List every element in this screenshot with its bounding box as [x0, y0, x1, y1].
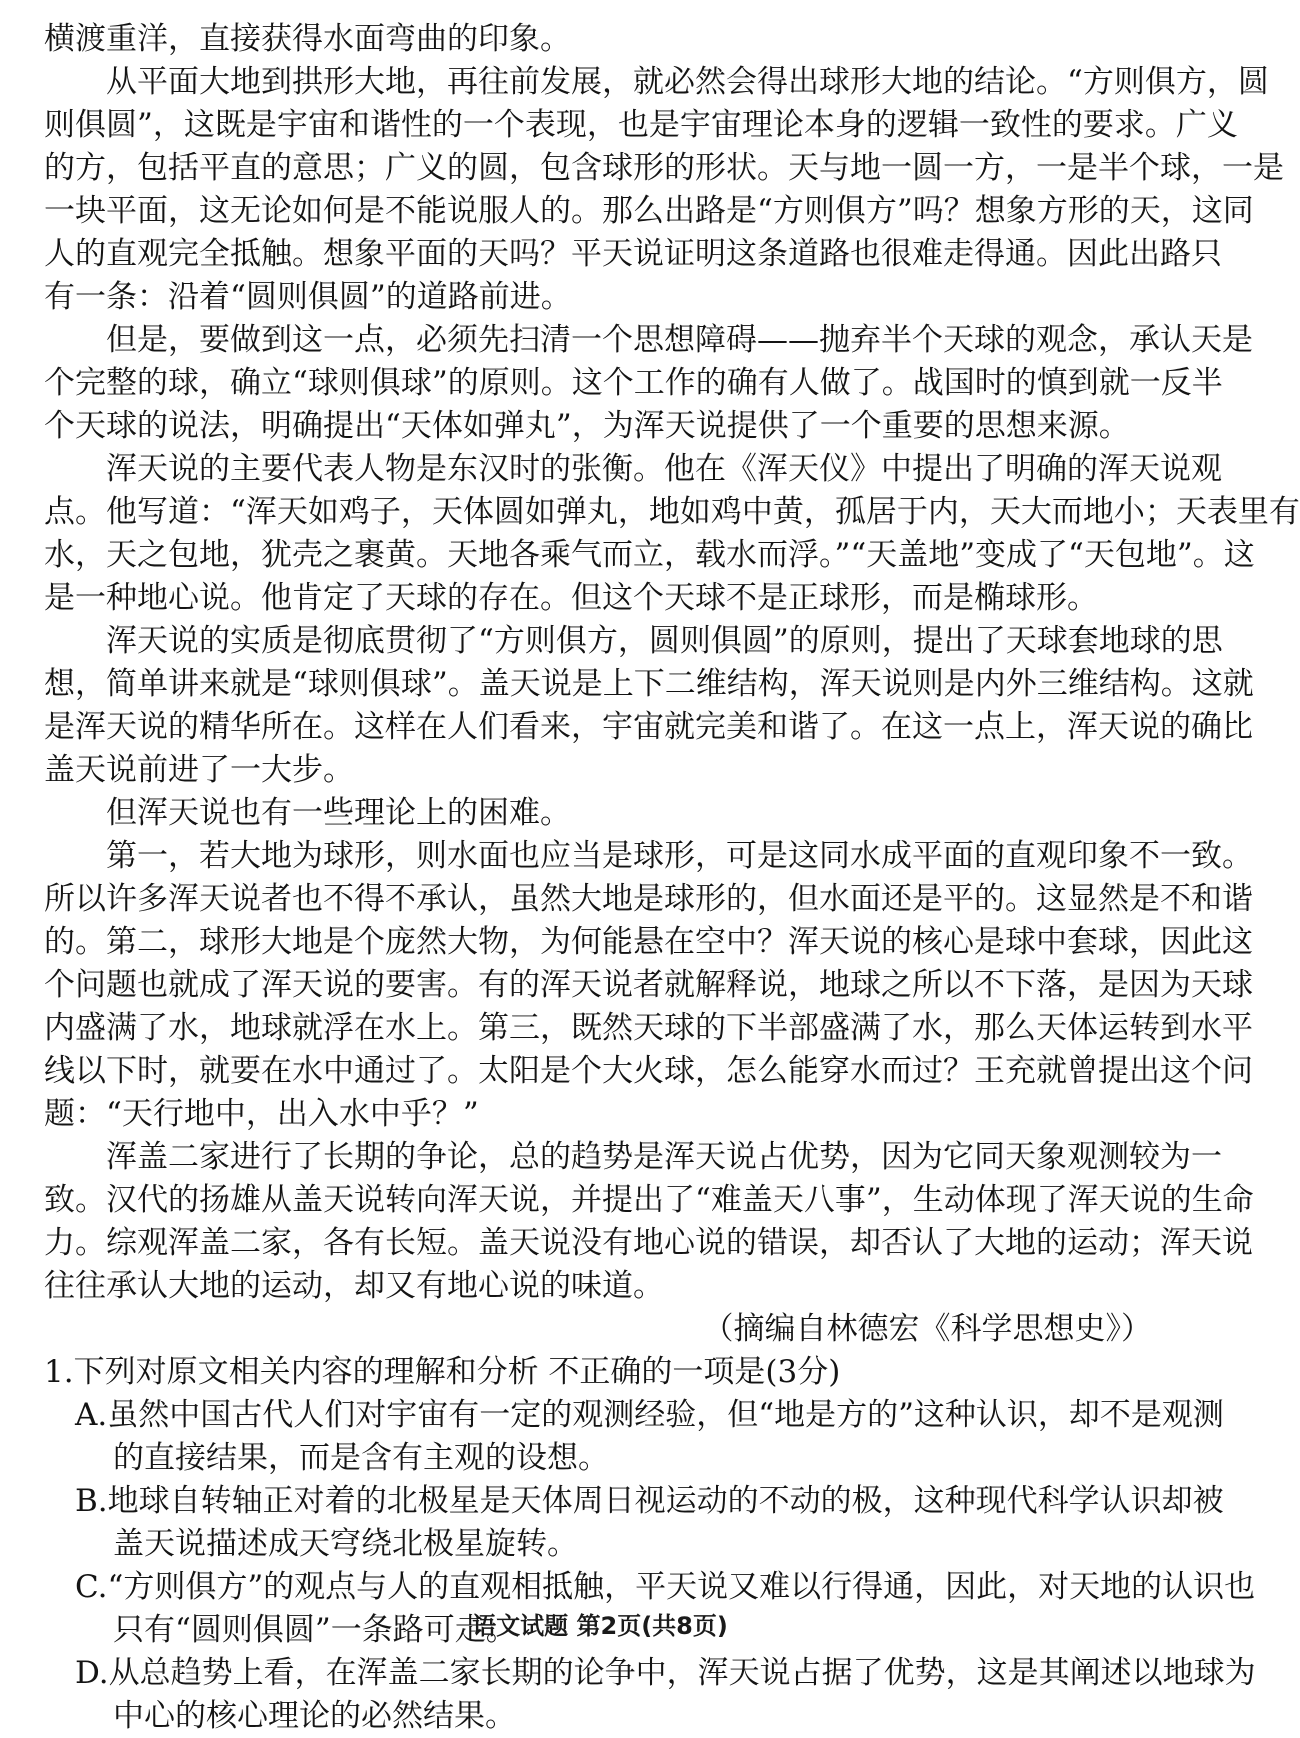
passage-line: 浑天说的实质是彻底贯彻了“方则俱方，圆则俱圆”的原则，提出了天球套地球的思: [106, 623, 1223, 659]
option-line: B.地球自转轴正对着的北极星是天体周日视运动的不动的极，这种现代科学认识却被: [75, 1483, 1224, 1519]
reading-passage: [44, 18, 1300, 1351]
passage-line: 个完整的球，确立“球则俱球”的原则。这个工作的确有人做了。战国时的慎到就一反半: [44, 365, 1223, 401]
passage-source: （摘编自林德宏《科学思想史》）: [702, 1311, 1152, 1347]
exam-page: [44, 18, 1300, 1738]
option-a: [44, 1394, 1224, 1480]
passage-line: 是一种地心说。他肯定了天球的存在。但这个天球不是正球形，而是椭球形。: [44, 580, 1098, 616]
passage-line: 力。综观浑盖二家，各有长短。盖天说没有地心说的错误，却否认了大地的运动；浑天说: [44, 1225, 1253, 1261]
passage-line: 浑天说的主要代表人物是东汉时的张衡。他在《浑天仪》中提出了明确的浑天说观: [106, 451, 1222, 487]
option-line: 盖天说描述成天穹绕北极星旋转。: [113, 1526, 578, 1562]
option-line: A.虽然中国古代人们对宇宙有一定的观测经验，但“地是方的”这种认识，却不是观测: [75, 1397, 1224, 1433]
passage-line: 有一条：沿着“圆则俱圆”的道路前进。: [44, 279, 572, 315]
passage-line: 内盛满了水，地球就浮在水上。第三，既然天球的下半部盛满了水，那么天体运转到水平: [44, 1010, 1253, 1046]
question-stem: 1.下列对原文相关内容的理解和分析 不正确的一项是(3分): [44, 1354, 841, 1390]
passage-line: 所以许多浑天说者也不得不承认，虽然大地是球形的，但水面还是平的。这显然是不和谐: [44, 881, 1253, 917]
passage-line: 盖天说前进了一大步。: [44, 752, 354, 788]
option-line: 中心的核心理论的必然结果。: [113, 1698, 516, 1734]
passage-line: 致。汉代的扬雄从盖天说转向浑天说，并提出了“难盖天八事”，生动体现了浑天说的生命: [44, 1182, 1254, 1218]
passage-line: 一块平面，这无论如何是不能说服人的。那么出路是“方则俱方”吗？想象方形的天，这同: [44, 193, 1254, 229]
passage-line: 想，简单讲来就是“球则俱球”。盖天说是上下二维结构，浑天说则是内外三维结构。这就: [44, 666, 1254, 702]
passage-line: 但是，要做到这一点，必须先扫清一个思想障碍——抛弃半个天球的观念，承认天是: [106, 322, 1253, 358]
passage-line: 从平面大地到拱形大地，再往前发展，就必然会得出球形大地的结论。“方则俱方，圆: [106, 64, 1269, 100]
passage-line: 题：“天行地中，出入水中乎？”: [44, 1096, 479, 1132]
passage-line: 点。他写道：“浑天如鸡子，天体圆如弹丸，地如鸡中黄，孤居于内，天大而地小；天表里有: [44, 494, 1300, 530]
question-1: [44, 1351, 1256, 1738]
passage-line: 人的直观完全抵触。想象平面的天吗？平天说证明这条道路也很难走得通。因此出路只: [44, 236, 1222, 272]
passage-line: 往往承认大地的运动，却又有地心说的味道。: [44, 1268, 664, 1304]
passage-line: 水，天之包地，犹壳之裹黄。天地各乘气而立，载水而浮。”“天盖地”变成了“天包地”。这: [44, 537, 1255, 573]
passage-line: 但浑天说也有一些理论上的困难。: [106, 795, 571, 831]
option-line: 的直接结果，而是含有主观的设想。: [113, 1440, 609, 1476]
option-b: [44, 1480, 1224, 1566]
passage-line: 则俱圆”，这既是宇宙和谐性的一个表现，也是宇宙理论本身的逻辑一致性的要求。广义: [44, 107, 1238, 143]
passage-line: 第一，若大地为球形，则水面也应当是球形，可是这同水成平面的直观印象不一致。: [106, 838, 1253, 874]
option-d: [44, 1652, 1256, 1738]
option-line: D.从总趋势上看，在浑盖二家长期的论争中，浑天说占据了优势，这是其阐述以地球为: [75, 1655, 1256, 1691]
passage-line: 线以下时，就要在水中通过了。太阳是个大火球，怎么能穿水而过？王充就曾提出这个问: [44, 1053, 1253, 1089]
passage-line: 浑盖二家进行了长期的争论，总的趋势是浑天说占优势，因为它同天象观测较为一: [106, 1139, 1222, 1175]
passage-line: 横渡重洋，直接获得水面弯曲的印象。: [44, 21, 571, 57]
page-footer: 语文试题 第2页(共8页): [472, 1612, 728, 1640]
option-line: C.“方则俱方”的观点与人的直观相抵触，平天说又难以行得通，因此，对天地的认识也: [75, 1569, 1256, 1605]
passage-line: 个天球的说法，明确提出“天体如弹丸”，为浑天说提供了一个重要的思想来源。: [44, 408, 1130, 444]
passage-line: 个问题也就成了浑天说的要害。有的浑天说者就解释说，地球之所以不下落，是因为天球: [44, 967, 1253, 1003]
passage-line: 是浑天说的精华所在。这样在人们看来，宇宙就完美和谐了。在这一点上，浑天说的确比: [44, 709, 1253, 745]
passage-line: 的方，包括平直的意思；广义的圆，包含球形的形状。天与地一圆一方，一是半个球，一是: [44, 150, 1284, 186]
passage-line: 的。第二，球形大地是个庞然大物，为何能悬在空中？浑天说的核心是球中套球，因此这: [44, 924, 1253, 960]
option-line: 只有“圆则俱圆”一条路可走。: [113, 1612, 517, 1648]
